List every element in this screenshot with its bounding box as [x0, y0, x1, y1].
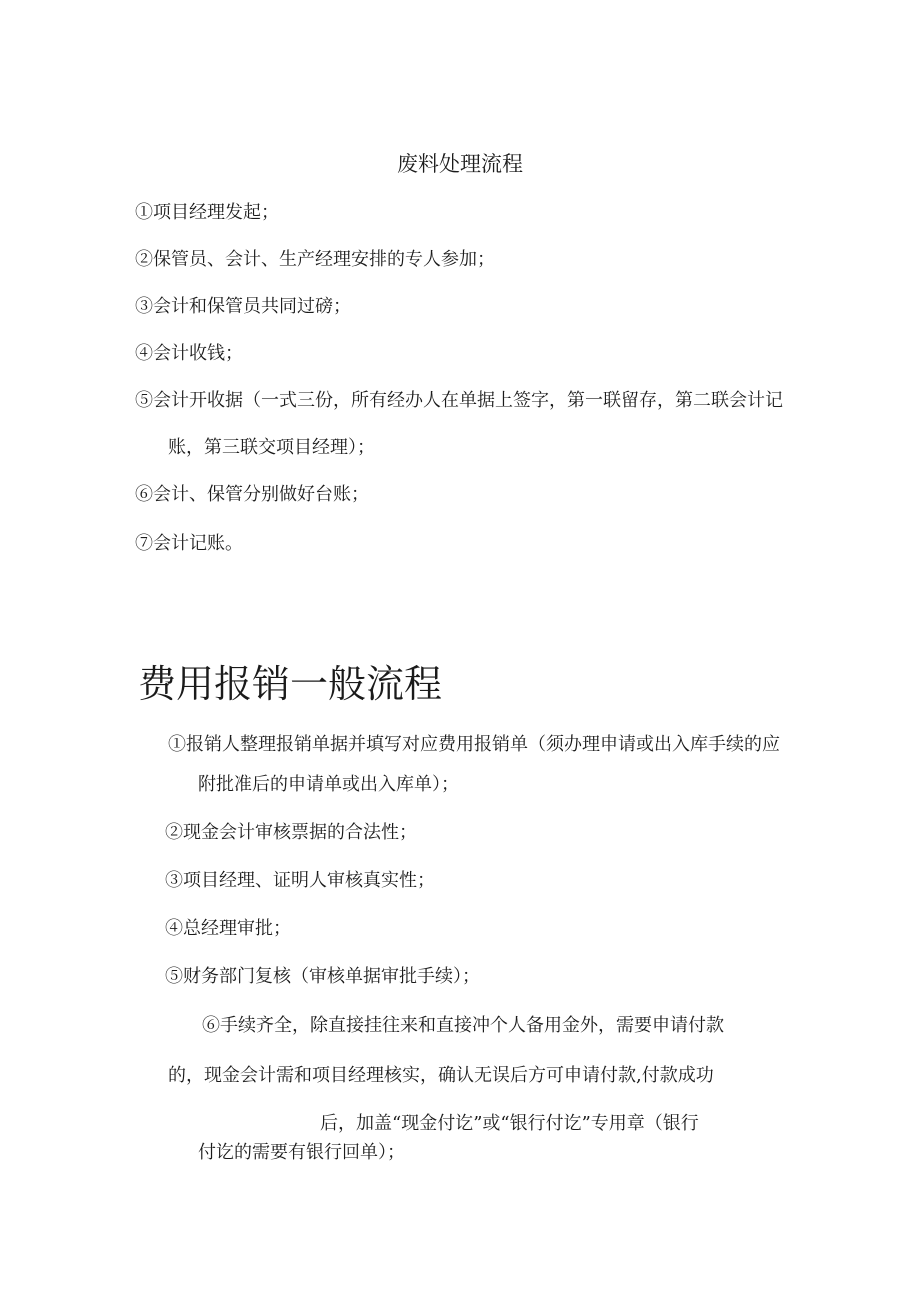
waste-step-3: ③会计和保管员共同过磅；: [135, 296, 351, 317]
expense-step-2: ②现金会计审核票据的合法性；: [165, 822, 417, 843]
section-title-waste-processing: 废料处理流程: [397, 152, 523, 176]
expense-step-4: ④总经理审批；: [165, 918, 291, 939]
waste-step-6: ⑥会计、保管分别做好台账；: [135, 484, 369, 505]
waste-step-4: ④会计收钱；: [135, 343, 243, 364]
waste-step-7: ⑦会计记账。: [135, 533, 243, 554]
expense-step-1-continued: 附批准后的申请单或出入库单）；: [198, 774, 459, 795]
expense-step-3: ③项目经理、证明人审核真实性；: [165, 870, 435, 891]
waste-step-5: ⑤会计开收据（一式三份，所有经办人在单据上签字，第一联留存，第二联会计记: [135, 390, 783, 411]
section-title-expense-reimbursement: 费用报销一般流程: [138, 662, 443, 706]
expense-step-6-line-4: 付讫的需要有银行回单）；: [198, 1142, 405, 1163]
waste-step-1: ①项目经理发起；: [135, 202, 279, 223]
waste-step-5-continued: 账，第三联交项目经理）；: [168, 437, 375, 458]
expense-step-6: ⑥手续齐全，除直接挂往来和直接冲个人备用金外，需要申请付款: [202, 1015, 724, 1036]
expense-step-6-line-3: 后，加盖“现金付讫”或“银行付讫”专用章（银行: [320, 1113, 699, 1134]
expense-step-5: ⑤财务部门复核（审核单据审批手续）；: [165, 966, 480, 987]
expense-step-6-line-2: 的，现金会计需和项目经理核实，确认无误后方可申请付款,付款成功: [168, 1065, 714, 1086]
expense-step-1: ①报销人整理报销单据并填写对应费用报销单（须办理申请或出入库手续的应: [168, 734, 780, 755]
waste-step-2: ②保管员、会计、生产经理安排的专人参加；: [135, 249, 495, 270]
